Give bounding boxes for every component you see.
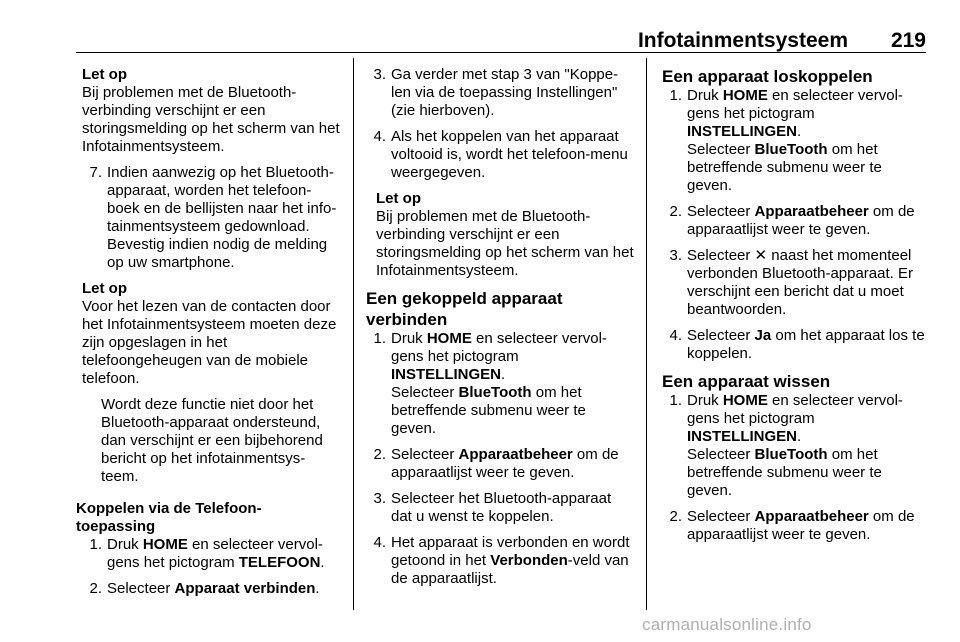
list-item: [662, 392, 930, 500]
step-text: Selecteer Ja om het apparaat los te koppelen.: [687, 327, 925, 362]
step-text: Selecteer Apparaatbeheer om de apparaatlijst weer te geven.: [687, 508, 915, 543]
note-text: Wordt deze functie niet door het Bluetooth-apparaat ondersteund, dan verschijnt er een bijbehorend bericht op het infotainmentsys-teem.: [101, 396, 323, 485]
watermark: carmanualsonline.info: [642, 615, 812, 634]
step-number: 3.: [373, 490, 386, 507]
step-number: 1.: [669, 87, 682, 104]
note: [366, 190, 634, 280]
note-text: Voor het lezen van de contacten door het Infotainmentsysteem moeten deze zijn opgeslagen in het telefoongeheugen van de mobiele telefoon.: [82, 298, 337, 387]
step-number: 1.: [89, 536, 102, 553]
list-item: [366, 446, 634, 482]
list-item: [366, 330, 634, 438]
step-text: Selecteer Apparaatbeheer om de apparaatlijst weer te geven.: [391, 446, 619, 481]
page-title: Infotainmentsysteem: [637, 29, 848, 52]
note-label: Let op: [376, 190, 421, 207]
step-number: 2.: [669, 508, 682, 525]
step-text: Druk HOME en selecteer vervol-gens het pictogram INSTELLINGEN. Selecteer BlueTooth om het betreffende submenu weer te geven.: [391, 330, 634, 438]
step-subtext: Selecteer BlueTooth om het betreffende submenu weer te geven.: [687, 446, 882, 499]
step-number: 3.: [669, 247, 682, 264]
list-item: [366, 128, 634, 182]
list-item: [82, 164, 340, 272]
note-text: Bij problemen met de Bluetooth-verbinding verschijnt er een storingsmelding op het scherm van het Infotainmentsysteem.: [376, 208, 634, 279]
step-number: 2.: [89, 580, 102, 597]
list-item: [662, 87, 930, 195]
step-text: Druk HOME en selecteer vervol-gens het pictogram INSTELLINGEN. Selecteer BlueTooth om het betreffende submenu weer te geven.: [687, 87, 930, 195]
section-heading: Een gekoppeld apparaat verbinden: [366, 289, 563, 329]
list-item: [366, 66, 634, 120]
step-number: 2.: [373, 446, 386, 463]
step-text: Selecteer ✕ naast het momenteel verbonden Bluetooth-apparaat. Er verschijnt een bericht dat u moet beantwoorden.: [687, 247, 913, 318]
step-text: Selecteer het Bluetooth-apparaat dat u wenst te koppelen.: [391, 490, 612, 525]
section-heading: Een apparaat loskoppelen: [662, 67, 873, 86]
list-item: [662, 508, 930, 544]
list-item: [366, 490, 634, 526]
column-3: [662, 66, 930, 552]
page-header: [76, 30, 926, 53]
close-icon: ✕: [754, 247, 768, 264]
page-number: 219: [890, 29, 926, 52]
section-heading: Een apparaat wissen: [662, 372, 831, 391]
step-text: Als het koppelen van het apparaat voltooid is, wordt het telefoon-menu weergegeven.: [391, 128, 628, 181]
list-item: [662, 203, 930, 239]
step-number: 4.: [373, 128, 386, 145]
step-text: Het apparaat is verbonden en wordt getoond in het Verbonden-veld van de apparaatlijst.: [391, 534, 630, 587]
note-label: Let op: [82, 280, 127, 297]
list-item: [82, 536, 340, 572]
step-text: Selecteer Apparaatbeheer om de apparaatlijst weer te geven.: [687, 203, 915, 238]
note-text: Bij problemen met de Bluetooth-verbinding verschijnt er een storingsmelding op het scherm van het Infotainmentsysteem.: [82, 84, 340, 155]
column-divider: [353, 58, 354, 610]
list-item: [662, 247, 930, 319]
step-text: Druk HOME en selecteer vervol-gens het pictogram TELEFOON.: [107, 536, 325, 571]
column-divider: [646, 58, 647, 610]
step-number: 1.: [669, 392, 682, 409]
list-item: [82, 580, 340, 598]
note-label: Let op: [82, 66, 127, 83]
note: [82, 66, 340, 156]
step-text: Druk HOME en selecteer vervol-gens het pictogram INSTELLINGEN. Selecteer BlueTooth om het betreffende submenu weer te geven.: [687, 392, 930, 500]
list-item: [366, 534, 634, 588]
step-number: 3.: [373, 66, 386, 83]
step-text: Indien aanwezig op het Bluetooth-apparaat, worden het telefoon-boek en de bellijsten naar het info-tainmentsysteem gedownload. Bevestig indien nodig de melding op uw smartphone.: [107, 164, 337, 271]
step-subtext: Selecteer BlueTooth om het betreffende submenu weer te geven.: [391, 384, 586, 437]
column-1: [76, 66, 340, 606]
column-2: [366, 66, 634, 596]
step-number: 2.: [669, 203, 682, 220]
step-subtext: Selecteer BlueTooth om het betreffende submenu weer te geven.: [687, 141, 882, 194]
note: [82, 280, 340, 486]
step-text: Selecteer Apparaat verbinden.: [107, 580, 320, 597]
step-text: Ga verder met stap 3 van "Koppe-len via de toepassing Instellingen" (zie hierboven).: [391, 66, 619, 119]
step-number: 1.: [373, 330, 386, 347]
step-number: 4.: [373, 534, 386, 551]
step-number: 7.: [89, 164, 102, 181]
list-item: [662, 327, 930, 363]
section-heading: Koppelen via de Telefoon-toepassing: [76, 500, 262, 535]
step-number: 4.: [669, 327, 682, 344]
